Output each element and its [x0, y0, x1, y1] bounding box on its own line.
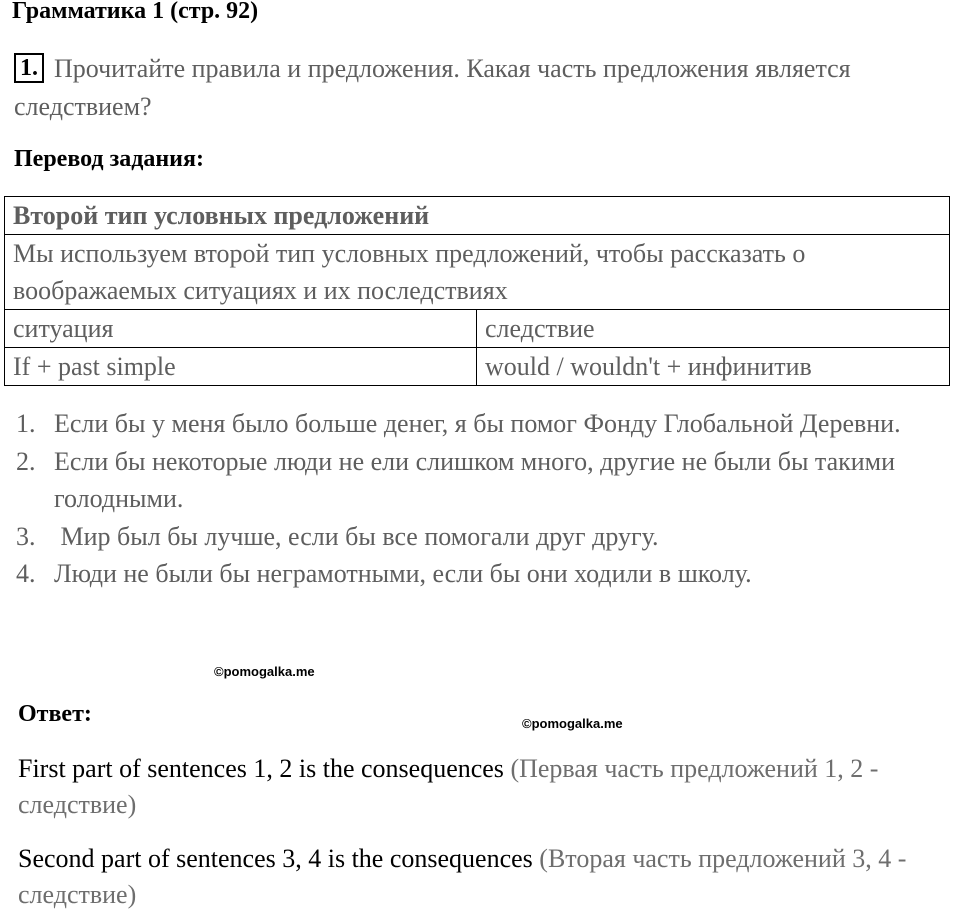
answer-heading: Ответ:	[18, 701, 92, 727]
list-item-number: 4.	[16, 559, 36, 588]
answer-line-1	[18, 751, 958, 823]
answer-line-1-russian: (Первая часть предложений 1, 2 - следствие)	[18, 754, 879, 819]
rules-table-col1-value: If + past simple	[5, 348, 477, 386]
list-item	[16, 555, 946, 593]
rules-table	[4, 196, 950, 386]
rules-table-description: Мы используем второй тип условных предложений, чтобы рассказать о воображаемых ситуациях и их последствиях	[5, 235, 950, 310]
watermark: ©pomogalka.me	[522, 716, 623, 731]
answer-line-2-russian: (Вторая часть предложений 3, 4 - следствие)	[18, 844, 907, 909]
list-item-text: Люди не были бы неграмотными, если бы они ходили в школу.	[54, 559, 752, 588]
answer-line-1-english: First part of sentences 1, 2 is the consequences	[18, 754, 504, 783]
sentence-list	[16, 405, 946, 593]
list-item	[16, 405, 946, 443]
rules-table-col2-header: следствие	[477, 310, 950, 348]
answer-line-2	[18, 841, 958, 913]
task-number-box: 1.	[14, 53, 44, 83]
task-text-block	[14, 50, 954, 126]
list-item-text: Если бы у меня было больше денег, я бы помог Фонду Глобальной Деревни.	[54, 409, 901, 438]
table-row	[5, 348, 950, 386]
page-title: Грамматика 1 (стр. 92)	[12, 0, 259, 24]
list-item	[16, 518, 946, 556]
list-item-text: Если бы некоторые люди не ели слишком много, другие не были бы такими голодными.	[54, 446, 896, 513]
list-item-number: 1.	[16, 409, 36, 438]
rules-table-title: Второй тип условных предложений	[5, 197, 950, 235]
list-item-number: 2.	[16, 446, 36, 476]
answer-line-2-english: Second part of sentences 3, 4 is the consequences	[18, 844, 533, 873]
table-row	[5, 197, 950, 235]
table-row	[5, 310, 950, 348]
list-item-text: Мир был бы лучше, если бы все помогали друг другу.	[54, 521, 659, 551]
list-item	[16, 443, 946, 518]
table-row	[5, 235, 950, 310]
rules-table-col1-header: ситуация	[5, 310, 477, 348]
rules-table-col2-value: would / wouldn't + инфинитив	[477, 348, 950, 386]
watermark: ©pomogalka.me	[214, 664, 315, 679]
list-item-number: 3.	[16, 521, 36, 551]
translation-heading: Перевод задания:	[14, 146, 204, 172]
task-text: Прочитайте правила и предложения. Какая часть предложения является следствием?	[14, 54, 851, 121]
